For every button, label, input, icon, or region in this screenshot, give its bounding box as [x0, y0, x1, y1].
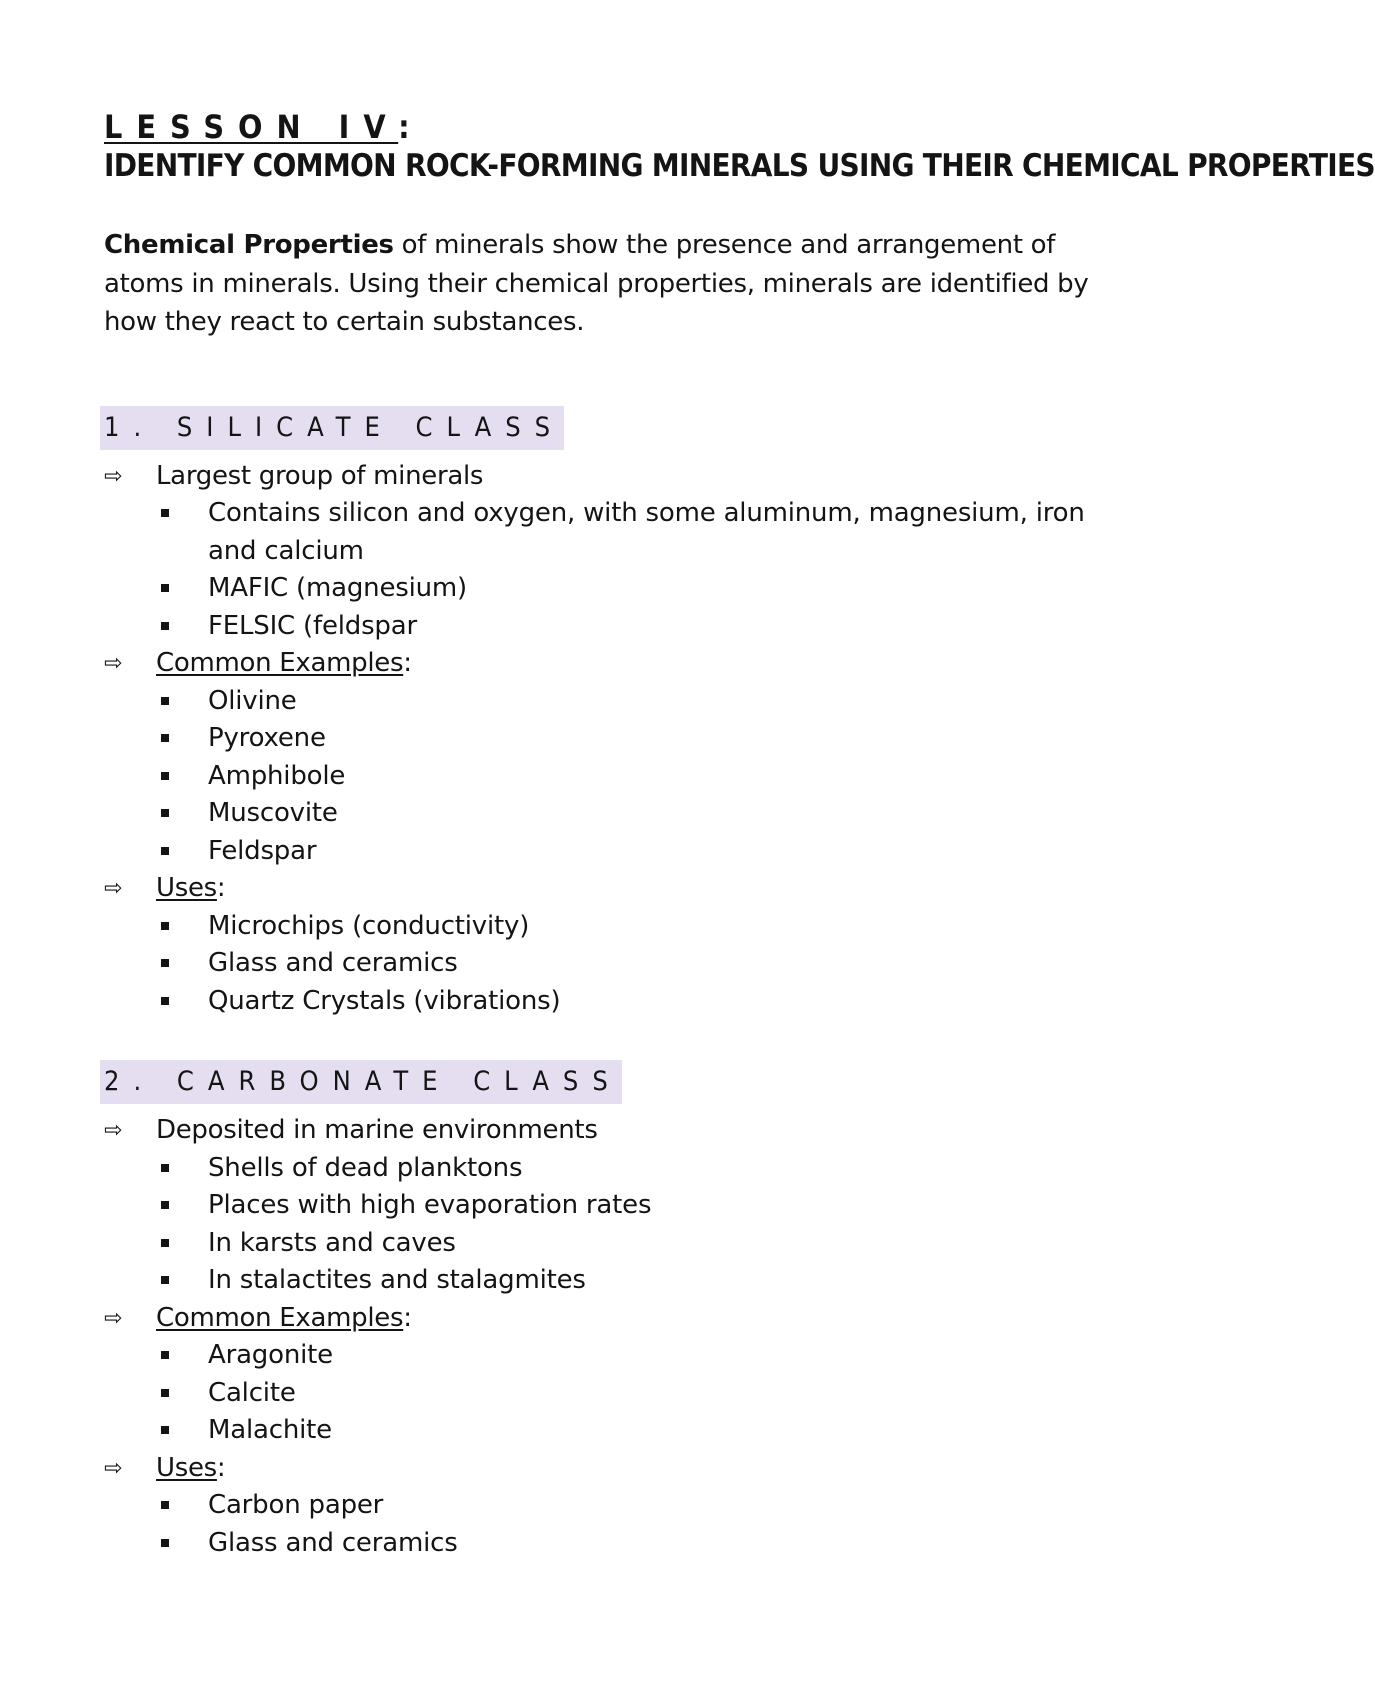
- bullet-list: [156, 1487, 1104, 1562]
- group-title: Uses: [156, 873, 217, 903]
- arrow-list-item: [104, 458, 1104, 646]
- bullet-list-item: [156, 1375, 1104, 1413]
- square-bullet-icon: [161, 809, 169, 817]
- bullet-text: In karsts and caves: [208, 1227, 456, 1258]
- square-bullet-icon: [161, 1351, 169, 1359]
- bullet-list-item: [156, 570, 1104, 608]
- bullet-text: Shells of dead planktons: [208, 1152, 523, 1183]
- bullet-list-item: [156, 758, 1104, 796]
- square-bullet-icon: [161, 997, 169, 1005]
- group-title-colon: :: [403, 648, 412, 678]
- bullet-text: Olivine: [208, 685, 297, 716]
- bullet-list-item: [156, 795, 1104, 833]
- bullet-list-item: [156, 1525, 1104, 1563]
- bullet-text: Quartz Crystals (vibrations): [208, 985, 561, 1016]
- bullet-list: [156, 683, 1104, 871]
- bullet-list-item: [156, 983, 1104, 1021]
- bullet-text: Glass and ceramics: [208, 1527, 458, 1558]
- bullet-text: In stalactites and stalagmites: [208, 1265, 586, 1295]
- bullet-list-item: [156, 1337, 1104, 1375]
- bullet-text: Pyroxene: [208, 723, 326, 753]
- bullet-list-item: [156, 1487, 1104, 1525]
- square-bullet-icon: [161, 697, 169, 705]
- sections-container: [104, 406, 1104, 1563]
- square-bullet-icon: [161, 1539, 169, 1547]
- bullet-text: Feldspar: [208, 835, 317, 866]
- bullet-list-item: [156, 683, 1104, 721]
- bullet-text: Malachite: [208, 1415, 332, 1445]
- square-bullet-icon: [161, 1426, 169, 1434]
- group-title-colon: :: [216, 1452, 226, 1483]
- intro-paragraph: [104, 226, 1104, 342]
- arrow-icon: ⇨: [104, 1118, 123, 1143]
- intro-text: of minerals show the presence and arrangement of atoms in minerals. Using their chemical properties, minerals are identified by how they react to certain substances.: [104, 230, 1089, 337]
- bullet-text: Carbon paper: [208, 1490, 384, 1520]
- square-bullet-icon: [161, 1239, 169, 1247]
- arrow-list-item: [104, 1450, 1104, 1563]
- intro-bold-term: Chemical Properties: [104, 230, 394, 260]
- square-bullet-icon: [161, 1164, 169, 1172]
- arrow-list-item: [104, 870, 1104, 1020]
- bullet-list-item: [156, 1262, 1104, 1300]
- square-bullet-icon: [161, 734, 169, 742]
- bullet-list-item: [156, 495, 1104, 570]
- bullet-list-item: [156, 833, 1104, 871]
- arrow-list-item: [104, 1112, 1104, 1300]
- section-heading: 1. SILICATE CLASS: [100, 406, 564, 450]
- arrow-icon: ⇨: [104, 651, 123, 676]
- arrow-icon: ⇨: [104, 463, 123, 489]
- bullet-text: Aragonite: [208, 1340, 333, 1370]
- square-bullet-icon: [161, 772, 169, 780]
- section-1: [104, 406, 1104, 1021]
- arrow-icon: ⇨: [104, 1455, 123, 1481]
- group-title: Deposited in marine environments: [156, 1115, 598, 1145]
- square-bullet-icon: [161, 1389, 169, 1397]
- bullet-list: [156, 1337, 1104, 1450]
- bullet-text: Calcite: [208, 1377, 296, 1408]
- square-bullet-icon: [161, 1201, 169, 1209]
- bullet-text: Muscovite: [208, 798, 338, 828]
- square-bullet-icon: [161, 922, 169, 930]
- bullet-list-item: [156, 608, 1104, 646]
- bullet-list-item: [156, 1412, 1104, 1450]
- bullet-text: Glass and ceramics: [208, 948, 458, 978]
- bullet-list-item: [156, 908, 1104, 946]
- bullet-list-item: [156, 1187, 1104, 1225]
- lesson-label-text: LESSON IV: [104, 108, 399, 146]
- bullet-text: Amphibole: [208, 760, 346, 791]
- bullet-list-item: [156, 720, 1104, 758]
- bullet-text: Places with high evaporation rates: [208, 1190, 652, 1220]
- square-bullet-icon: [161, 847, 169, 855]
- lesson-label: [104, 108, 1104, 146]
- bullet-list: [156, 495, 1104, 645]
- bullet-text: FELSIC (feldspar: [208, 610, 417, 641]
- group-title: Largest group of minerals: [156, 460, 484, 491]
- arrow-icon: ⇨: [104, 876, 123, 901]
- arrow-icon: ⇨: [104, 1305, 123, 1331]
- section-heading: 2. CARBONATE CLASS: [100, 1060, 622, 1104]
- arrow-list-item: [104, 645, 1104, 870]
- arrow-list: [104, 1112, 1104, 1562]
- group-title-colon: :: [403, 1302, 412, 1333]
- square-bullet-icon: [161, 1501, 169, 1509]
- group-title: Uses: [156, 1452, 217, 1483]
- square-bullet-icon: [161, 1276, 169, 1284]
- arrow-list: [104, 458, 1104, 1021]
- group-title: Common Examples: [156, 1302, 404, 1333]
- bullet-list: [156, 1150, 1104, 1300]
- bullet-text: Microchips (conductivity): [208, 910, 530, 941]
- group-title-colon: :: [216, 873, 226, 903]
- square-bullet-icon: [161, 959, 169, 967]
- bullet-list: [156, 908, 1104, 1021]
- group-title: Common Examples: [156, 648, 404, 678]
- section-2: [104, 1060, 1104, 1562]
- bullet-list-item: [156, 1225, 1104, 1263]
- lesson-label-colon: :: [398, 108, 424, 146]
- lesson-title: IDENTIFY COMMON ROCK-FORMING MINERALS USING THEIR CHEMICAL PROPERTIES: [104, 148, 1375, 184]
- bullet-list-item: [156, 1150, 1104, 1188]
- bullet-text: Contains silicon and oxygen, with some aluminum, magnesium, iron and calcium: [208, 498, 1085, 566]
- bullet-list-item: [156, 945, 1104, 983]
- arrow-list-item: [104, 1300, 1104, 1450]
- bullet-text: MAFIC (magnesium): [208, 573, 467, 603]
- square-bullet-icon: [161, 584, 169, 592]
- square-bullet-icon: [161, 509, 169, 517]
- square-bullet-icon: [161, 622, 169, 630]
